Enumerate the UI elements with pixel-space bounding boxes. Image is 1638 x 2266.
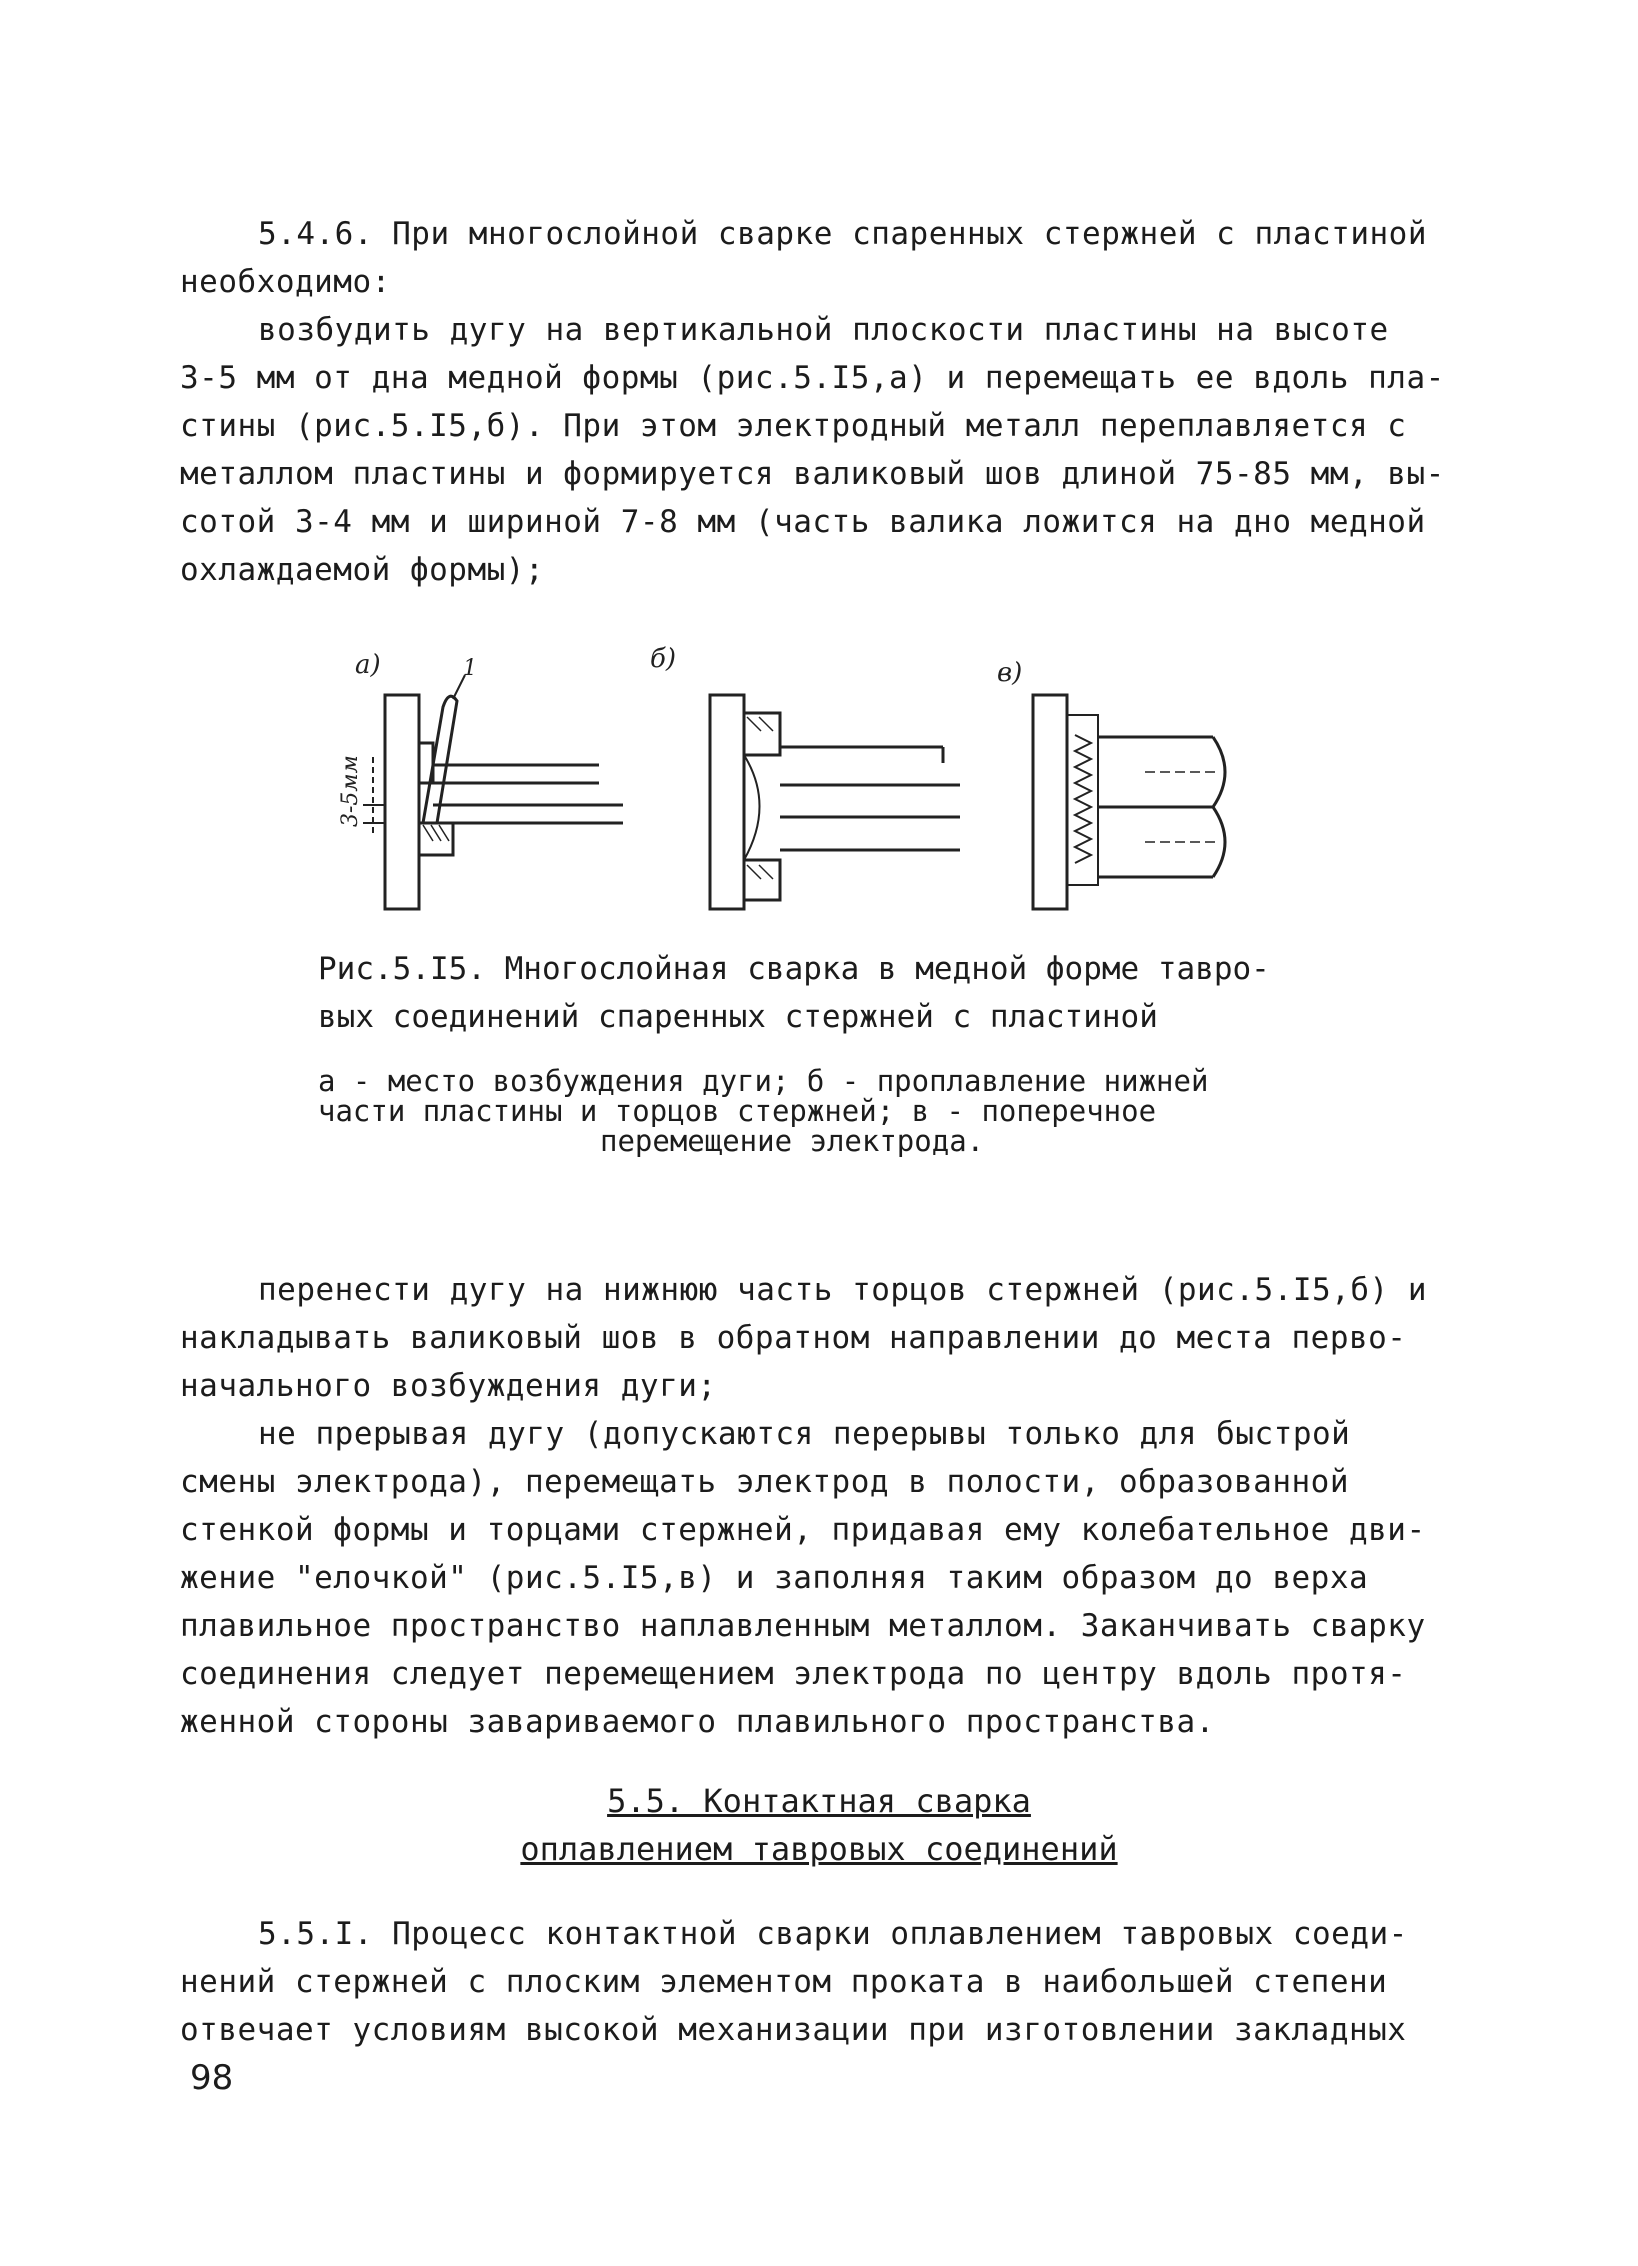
paragraph-line: соединения следует перемещением электрода по центру вдоль протя-	[180, 1656, 1407, 1692]
panel-label-a: а)	[355, 650, 381, 680]
panel-b-drawing	[710, 695, 960, 909]
welding-diagram	[315, 645, 1325, 925]
figure-legend: части пластины и торцов стержней; в - поперечное	[318, 1094, 1157, 1128]
paragraph-line: 5.4.6. При многослойной сварке спаренных стержней с пластиной	[258, 216, 1427, 252]
figure-legend: перемещение электрода.	[600, 1124, 985, 1158]
paragraph-line: 5.5.I. Процесс контактной сварки оплавлением тавровых соеди-	[258, 1916, 1408, 1952]
figure-5-15	[315, 645, 1325, 929]
paragraph-line: стенкой формы и торцами стержней, придавая ему колебательное дви-	[180, 1512, 1426, 1548]
paragraph-line: накладывать валиковый шов в обратном направлении до места перво-	[180, 1320, 1407, 1356]
paragraph-line: сотой 3-4 мм и шириной 7-8 мм (часть валика ложится на дно медной	[180, 504, 1426, 540]
paragraph-line: перенести дугу на нижнюю часть торцов стержней (рис.5.I5,б) и	[258, 1272, 1427, 1308]
figure-legend: а - место возбуждения дуги; б - проплавление нижней	[318, 1064, 1209, 1098]
panel-label-b: б)	[650, 645, 677, 674]
panel-label-c: в)	[997, 658, 1023, 688]
section-heading: оплавлением тавровых соединений	[520, 1830, 1118, 1868]
section-heading: 5.5. Контактная сварка	[607, 1782, 1031, 1820]
paragraph-line: смены электрода), перемещать электрод в полости, образованной	[180, 1464, 1349, 1500]
paragraph-line: отвечает условиям высокой механизации при изготовлении закладных	[180, 2012, 1407, 2048]
paragraph-line: возбудить дугу на вертикальной плоскости пластины на высоте	[258, 312, 1389, 348]
page-number: 98	[190, 2058, 234, 2098]
paragraph-line: необходимо:	[180, 264, 391, 300]
panel-a-drawing	[363, 675, 623, 909]
paragraph-line: жение "елочкой" (рис.5.I5,в) и заполняя таким образом до верха	[180, 1560, 1369, 1596]
paragraph-line: охлаждаемой формы);	[180, 552, 545, 588]
paragraph-line: 3-5 мм от дна медной формы (рис.5.I5,а) и перемещать ее вдоль пла-	[180, 360, 1445, 396]
paragraph-line: металлом пластины и формируется валиковый шов длиной 75-85 мм, вы-	[180, 456, 1445, 492]
paragraph-line: не прерывая дугу (допускаются перерывы только для быстрой	[258, 1416, 1351, 1452]
figure-caption: Рис.5.I5. Многослойная сварка в медной форме тавро-	[318, 951, 1270, 987]
callout-1: 1	[463, 656, 477, 681]
figure-caption: вых соединений спаренных стержней с пластиной	[318, 999, 1158, 1035]
paragraph-line: женной стороны завариваемого плавильного пространства.	[180, 1704, 1215, 1740]
paragraph-line: нений стержней с плоским элементом проката в наибольшей степени	[180, 1964, 1388, 2000]
paragraph-line: начального возбуждения дуги;	[180, 1368, 717, 1404]
panel-c-drawing	[1033, 695, 1225, 909]
paragraph-line: плавильное пространство наплавленным металлом. Заканчивать сварку	[180, 1608, 1426, 1644]
dimension-label: 3-5мм	[338, 755, 363, 827]
paragraph-line: стины (рис.5.I5,б). При этом электродный металл переплавляется с	[180, 408, 1407, 444]
